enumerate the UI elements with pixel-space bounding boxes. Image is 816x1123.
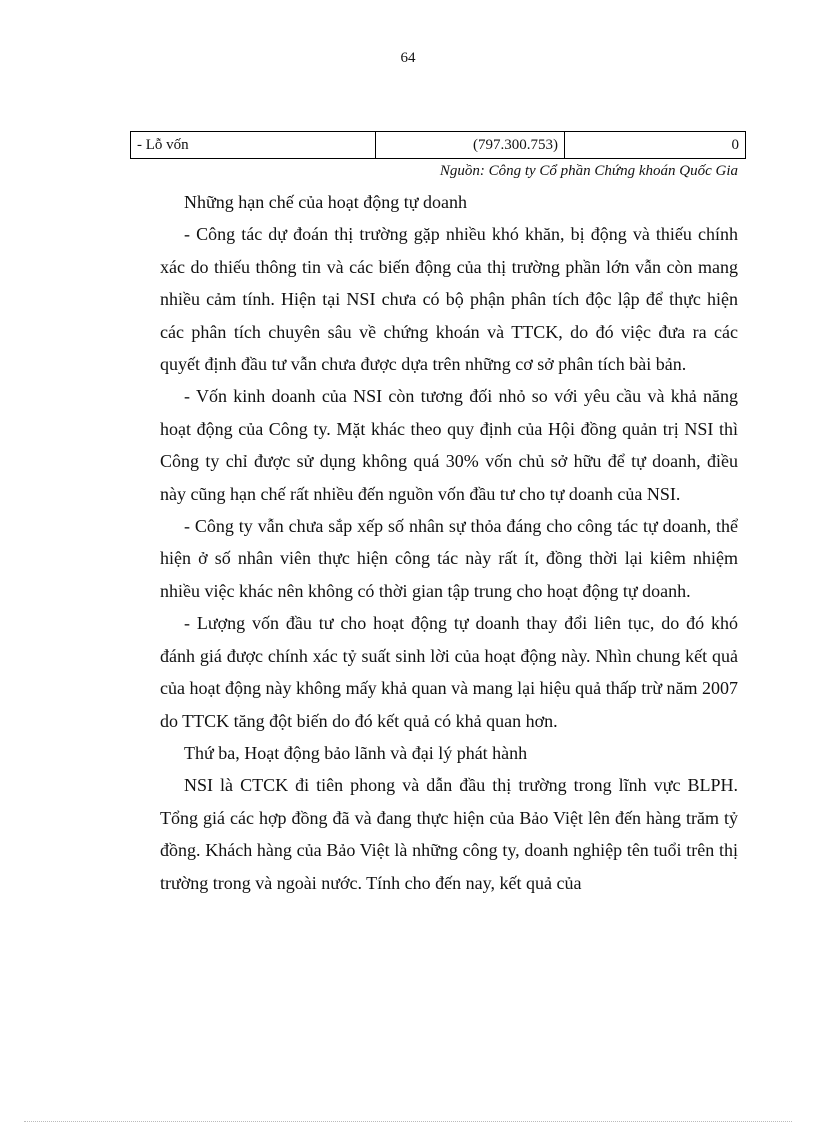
financial-table (130, 131, 746, 159)
paragraph: - Vốn kinh doanh của NSI còn tương đối nhỏ so với yêu cầu và khả năng hoạt động của Công ty. Mặt khác theo quy định của Hội đồng quản trị NSI thì Công ty chỉ được sử dụng không quá 30% vốn chủ sở hữu để tự doanh, điều này cũng hạn chế rất nhiều đến nguồn vốn đầu tư cho tự doanh của NSI. (160, 386, 738, 504)
paragraph: NSI là CTCK đi tiên phong và dẫn đầu thị trường trong lĩnh vực BLPH. Tổng giá các hợp đồng đã và đang thực hiện của Bảo Việt lên đến hàng trăm tỷ đồng. Khách hàng của Bảo Việt là những công ty, doanh nghiệp tên tuổi trên thị trường trong và ngoài nước. Tính cho đến nay, kết quả của (160, 775, 738, 893)
table-cell-label: - Lỗ vốn (131, 132, 376, 159)
table-row (131, 132, 746, 159)
source-note: Nguồn: Công ty Cổ phần Chứng khoán Quốc Gia (439, 163, 738, 179)
table-cell-value-1: (797.300.753) (376, 132, 565, 159)
section-heading: Thứ ba, Hoạt động bảo lãnh và đại lý phát hành (184, 742, 528, 763)
paragraph: - Công tác dự đoán thị trường gặp nhiều khó khăn, bị động và thiếu chính xác do thiếu thông tin và các biến động của thị trường phần lớn vẫn còn mang nhiều cảm tính. Hiện tại NSI chưa có bộ phận phân tích độc lập để thực hiện các phân tích chuyên sâu về chứng khoán và TTCK, do đó việc đưa ra các quyết định đầu tư vẫn chưa được dựa trên những cơ sở phân tích bài bản. (160, 224, 738, 375)
page-number: 64 (400, 50, 416, 66)
paragraph: - Công ty vẫn chưa sắp xếp số nhân sự thỏa đáng cho công tác tự doanh, thể hiện ở số nhân viên thực hiện công tác này rất ít, đồng thời lại kiêm nhiệm nhiều việc khác nên không có thời gian tập trung cho hoạt động tự doanh. (160, 516, 738, 601)
body-text (160, 186, 738, 899)
table-cell-value-2: 0 (565, 132, 746, 159)
page-bottom-divider (24, 1121, 792, 1122)
paragraph: - Lượng vốn đầu tư cho hoạt động tự doanh thay đổi liên tục, do đó khó đánh giá được chính xác tỷ suất sinh lời của hoạt động này. Nhìn chung kết quả của hoạt động này không mấy khả quan và mang lại hiệu quả thấp trừ năm 2007 do TTCK tăng đột biến do đó kết quả có khả quan hơn. (160, 613, 738, 731)
section-heading: Những hạn chế của hoạt động tự doanh (184, 192, 467, 212)
